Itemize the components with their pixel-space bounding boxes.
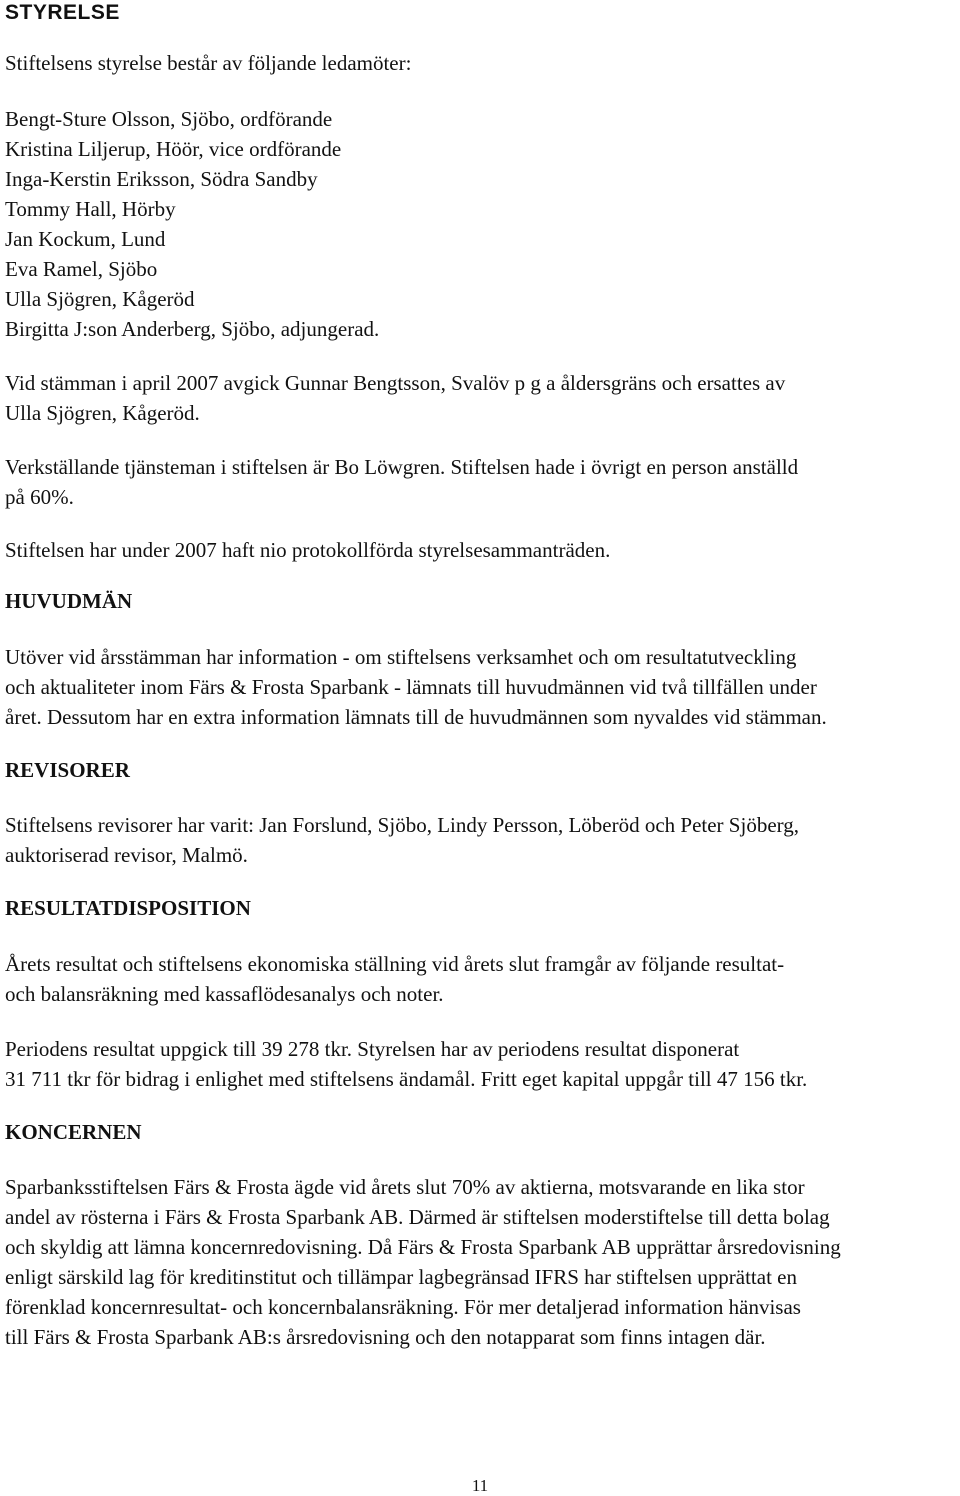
paragraph-line: andel av rösterna i Färs & Frosta Sparbank AB. Därmed är stiftelsen moderstiftelse till detta bolag xyxy=(5,1205,830,1229)
paragraph-line: 31 711 tkr för bidrag i enlighet med stiftelsens ändamål. Fritt eget kapital uppgår till 47 156 tkr. xyxy=(5,1067,808,1091)
board-member: Tommy Hall, Hörby xyxy=(5,197,176,221)
styrelse-paragraph-3: Stiftelsen har under 2007 haft nio protokollförda styrelsesammanträden. xyxy=(5,538,611,562)
paragraph-line: Ulla Sjögren, Kågeröd. xyxy=(5,401,200,425)
paragraph-line: Utöver vid årsstämman har information - om stiftelsens verksamhet och om resultatutveckling xyxy=(5,645,797,669)
paragraph-line: och balansräkning med kassaflödesanalys och noter. xyxy=(5,982,444,1006)
board-member: Eva Ramel, Sjöbo xyxy=(5,257,158,281)
paragraph-line: Årets resultat och stiftelsens ekonomiska ställning vid årets slut framgår av följande resultat- xyxy=(5,952,785,976)
section-heading-huvudman: HUVUDMÄN xyxy=(5,589,133,613)
section-heading-koncernen: KONCERNEN xyxy=(5,1120,142,1144)
paragraph-line: auktoriserad revisor, Malmö. xyxy=(5,843,248,867)
styrelse-intro: Stiftelsens styrelse består av följande ledamöter: xyxy=(5,51,412,75)
paragraph-line: året. Dessutom har en extra information lämnats till de huvudmännen som nyvaldes vid stämman. xyxy=(5,705,827,729)
board-member: Kristina Liljerup, Höör, vice ordförande xyxy=(5,137,342,161)
paragraph-line: Verkställande tjänsteman i stiftelsen är Bo Löwgren. Stiftelsen hade i övrigt en person anställd xyxy=(5,455,799,479)
board-member: Birgitta J:son Anderberg, Sjöbo, adjungerad. xyxy=(5,317,380,341)
page-number: 11 xyxy=(471,1476,489,1495)
section-heading-resultatdisposition: RESULTATDISPOSITION xyxy=(5,896,251,920)
paragraph-line: Stiftelsens revisorer har varit: Jan Forslund, Sjöbo, Lindy Persson, Löberöd och Peter Sjöberg, xyxy=(5,813,800,837)
board-member: Ulla Sjögren, Kågeröd xyxy=(5,287,195,311)
paragraph-line: till Färs & Frosta Sparbank AB:s årsredovisning och den notapparat som finns intagen där. xyxy=(5,1325,766,1349)
board-member: Jan Kockum, Lund xyxy=(5,227,166,251)
paragraph-line: och skyldig att lämna koncernredovisning. Då Färs & Frosta Sparbank AB upprättar årsredovisning xyxy=(5,1235,841,1259)
board-member: Inga-Kerstin Eriksson, Södra Sandby xyxy=(5,167,318,191)
section-heading-revisorer: REVISORER xyxy=(5,758,130,782)
paragraph-line: enligt särskild lag för kreditinstitut och tillämpar lagbegränsad IFRS har stiftelsen upprättat en xyxy=(5,1265,797,1289)
paragraph-line: och aktualiteter inom Färs & Frosta Sparbank - lämnats till huvudmännen vid två tillfällen under xyxy=(5,675,817,699)
paragraph-line: förenklad koncernresultat- och koncernbalansräkning. För mer detaljerad information hänvisas xyxy=(5,1295,801,1319)
paragraph-line: Sparbanksstiftelsen Färs & Frosta ägde vid årets slut 70% av aktierna, motsvarande en lika stor xyxy=(5,1175,805,1199)
paragraph-line: Vid stämman i april 2007 avgick Gunnar Bengtsson, Svalöv p g a åldersgräns och ersattes av xyxy=(5,371,786,395)
board-member: Bengt-Sture Olsson, Sjöbo, ordförande xyxy=(5,107,333,131)
paragraph-line: Periodens resultat uppgick till 39 278 tkr. Styrelsen har av periodens resultat disponerat xyxy=(5,1037,740,1061)
paragraph-line: på 60%. xyxy=(5,485,74,509)
section-heading-styrelse: STYRELSE xyxy=(5,1,120,24)
